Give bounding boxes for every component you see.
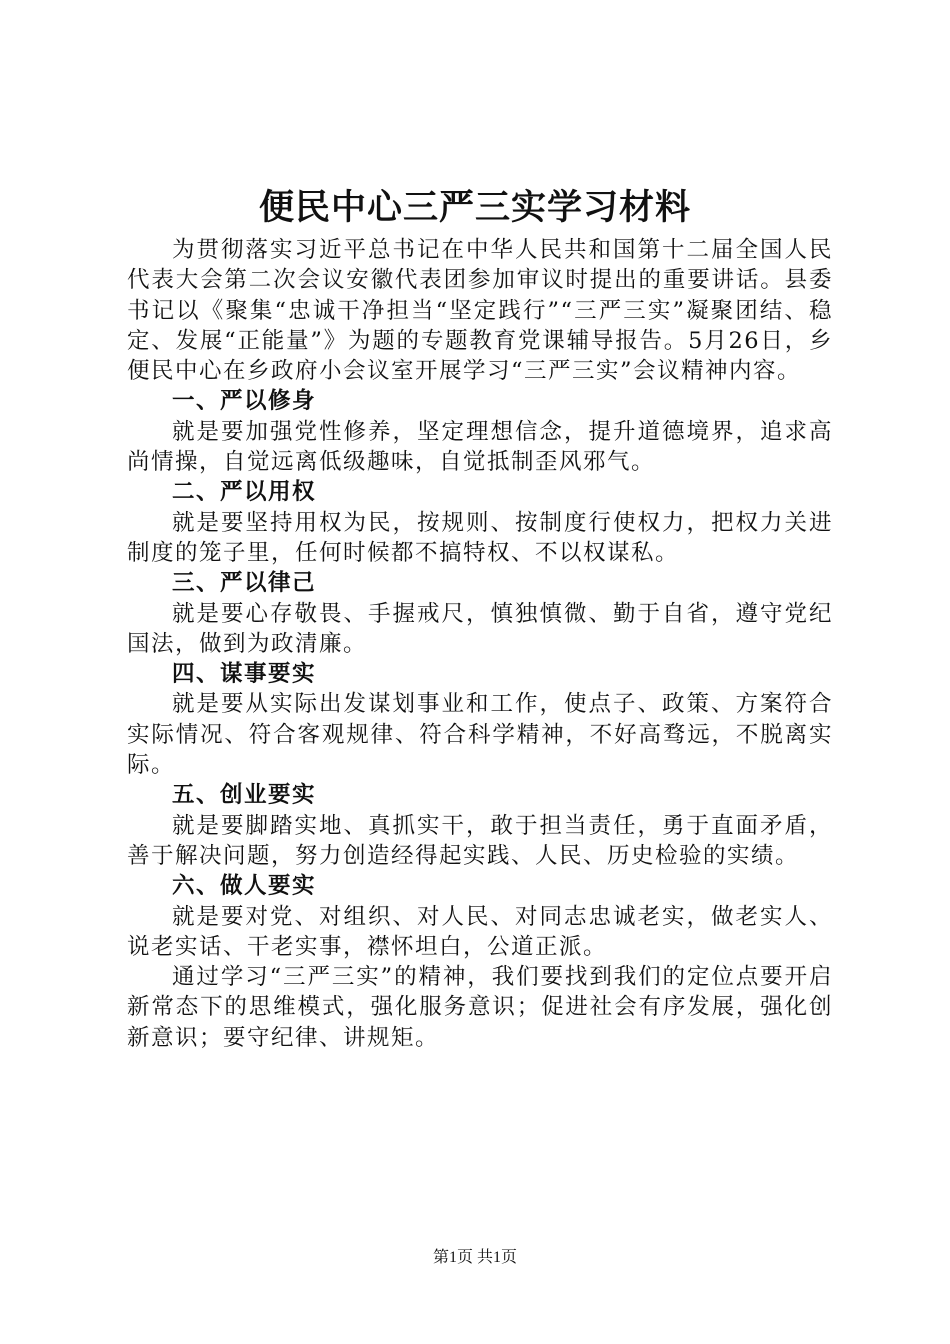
section-paragraph: 就是要加强党性修养，坚定理想信念，提升道德境界，追求高尚情操，自觉远离低级趣味，自觉抵制歪风邪气。 (127, 418, 833, 476)
section-paragraph: 就是要从实际出发谋划事业和工作，使点子、政策、方案符合实际情况、符合客观规律、符合科学精神，不好高骛远，不脱离实际。 (127, 691, 833, 779)
page-footer: 第1页 共1页 (432, 1249, 517, 1266)
section-heading: 四、谋事要实 (172, 661, 317, 688)
section-heading: 三、严以律己 (172, 570, 317, 597)
conclusion-paragraph: 通过学习“三严三实”的精神，我们要找到我们的定位点要开启新常态下的思维模式，强化服务意识；促进社会有序发展，强化创新意识；要守纪律、讲规矩。 (127, 964, 833, 1051)
section-heading: 五、创业要实 (172, 782, 317, 809)
section-paragraph: 就是要脚踏实地、真抓实干，敢于担当责任，勇于直面矛盾，善于解决问题，努力创造经得起实践、人民、历史检验的实绩。 (127, 812, 833, 869)
document-body (127, 235, 833, 1053)
intro-paragraph: 为贯彻落实习近平总书记在中华人民共和国第十二届全国人民代表大会第二次会议安徽代表团参加审议时提出的重要讲话。县委书记以《聚集“忠诚干净担当“坚定践行”“三严三实”凝聚团结、稳定、发展“正能量”》为题的专题教育党课辅导报告。5月26日，乡便民中心在乡政府小会议室开展学习“三严三实”会议精神内容。 (127, 237, 833, 385)
section-heading: 一、严以修身 (172, 388, 317, 415)
document-title: 便民中心三严三实学习材料 (258, 187, 691, 228)
section-paragraph: 就是要心存敬畏、手握戒尺，慎独慎微、勤于自省，遵守党纪国法，做到为政清廉。 (127, 600, 833, 657)
section-paragraph: 就是要对党、对组织、对人民、对同志忠诚老实，做老实人、说老实话、干老实事，襟怀坦白，公道正派。 (127, 903, 833, 960)
section-heading: 二、严以用权 (172, 479, 317, 506)
section-paragraph: 就是要坚持用权为民，按规则、按制度行使权力，把权力关进制度的笼子里，任何时候都不搞特权、不以权谋私。 (127, 509, 833, 566)
section-heading: 六、做人要实 (172, 873, 317, 900)
